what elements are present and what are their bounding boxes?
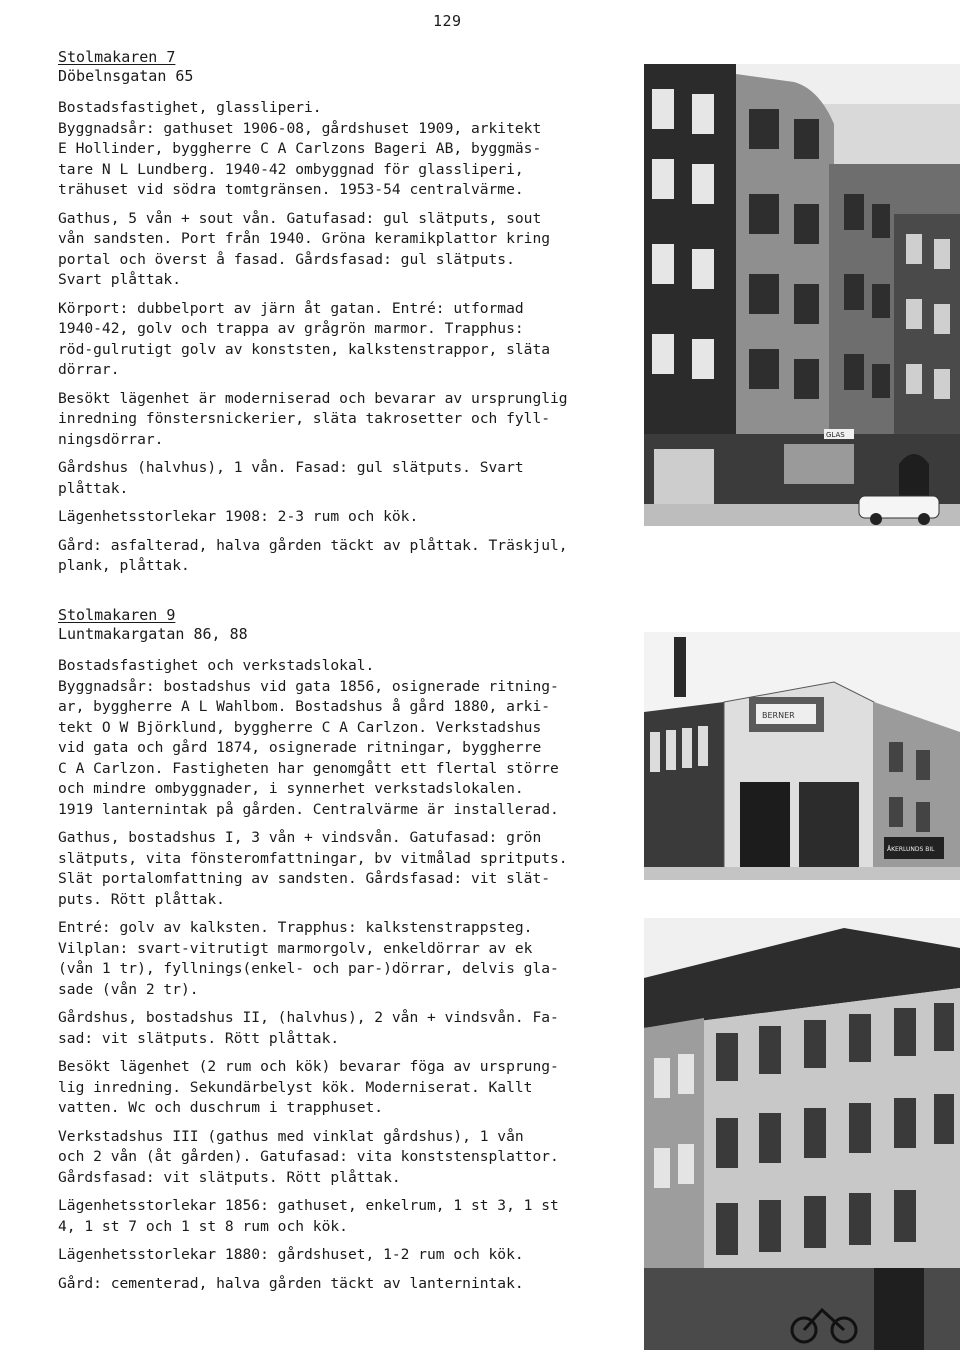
paragraph	[58, 1274, 628, 1295]
text-line: Gathus, 5 vån + sout vån. Gatufasad: gul slätputs, sout	[58, 209, 542, 227]
paragraph	[58, 656, 628, 820]
text-line: 4, 1 st 7 och 1 st 8 rum och kök.	[58, 1217, 348, 1235]
text-line: tekt O W Björklund, byggherre C A Carlzon. Verkstadshus	[58, 718, 542, 736]
entry-body	[58, 98, 628, 577]
entry-address: Luntmakargatan 86, 88	[58, 625, 248, 643]
building-photo-luntmakargatan	[644, 918, 960, 1350]
text-line: Slät portalomfattning av sandsten. Gårdsfasad: vit slät-	[58, 870, 551, 887]
text-line: dörrar.	[58, 361, 120, 378]
entry-title: Stolmakaren 7	[58, 48, 176, 66]
building-photo-dobelnsgatan	[644, 64, 960, 526]
text-line: och mindre ombyggnader, i synnerhet verkstadslokalen.	[58, 780, 524, 797]
text-line: Lägenhetsstorlekar 1908: 2-3 rum och kök.	[58, 508, 419, 525]
text-line: Verkstadshus III (gathus med vinklat gårdshus), 1 vån	[58, 1127, 524, 1145]
building-photo-verkstadshus	[644, 632, 960, 880]
text-line: Körport: dubbelport av järn åt gatan. Entré: utformad	[58, 299, 524, 317]
text-line: trähuset vid södra tomtgränsen. 1953-54 centralvärme.	[58, 181, 524, 198]
entry-address: Döbelnsgatan 65	[58, 67, 194, 85]
text-line: ar, byggherre A L Wahlbom. Bostadshus å gård 1880, arki-	[58, 698, 551, 715]
text-line: röd-gulrutigt golv av konststen, kalkstenstrappor, släta	[58, 340, 551, 358]
text-line: sad: vit slätputs. Rött plåttak.	[58, 1029, 340, 1047]
paragraph	[58, 1245, 628, 1266]
paragraph	[58, 1008, 628, 1049]
text-line: Lägenhetsstorlekar 1880: gårdshuset, 1-2 rum och kök.	[58, 1246, 524, 1263]
paragraph	[58, 918, 628, 1000]
text-line: C A Carlzon. Fastigheten har genomgått ett flertal större	[58, 759, 559, 777]
text-line: Besökt lägenhet är moderniserad och bevarar av ursprunglig	[58, 389, 568, 407]
entry-title: Stolmakaren 9	[58, 606, 176, 624]
text-line: Gård: cementerad, halva gården täckt av lanternintak.	[58, 1274, 524, 1292]
text-line: vatten. Wc och duschrum i trapphuset.	[58, 1099, 384, 1116]
text-line: Svart plåttak.	[58, 271, 182, 288]
text-line: inredning fönstersnickerier, släta takrosetter och fyll-	[58, 410, 551, 427]
text-line: Gårdsfasad: vit slätputs. Rött plåttak.	[58, 1168, 401, 1186]
paragraph	[58, 98, 628, 201]
text-line: lig inredning. Sekundärbelyst kök. Moderniserat. Kallt	[58, 1078, 533, 1096]
text-line: Besökt lägenhet (2 rum och kök) bevarar föga av ursprung-	[58, 1058, 559, 1075]
shop-sign-top: BERNER	[762, 711, 795, 720]
text-line: och 2 vån (åt gården). Gatufasad: vita konststensplattor.	[58, 1148, 559, 1165]
text-line: Byggnadsår: gathuset 1906-08, gårdshuset 1909, arkitekt	[58, 119, 542, 137]
text-line: Bostadsfastighet, glassliperi.	[58, 99, 322, 116]
paragraph	[58, 209, 628, 291]
shop-sign-text: GLAS	[826, 431, 845, 439]
entry-heading	[58, 48, 628, 86]
paragraph	[58, 1127, 628, 1189]
text-line: slätputs, vita fönsteromfattningar, bv vitmålad spritputs.	[58, 849, 568, 867]
text-line: Gathus, bostadshus I, 3 vån + vindsvån. Gatufasad: grön	[58, 829, 542, 846]
text-line: Gårdshus (halvhus), 1 vån. Fasad: gul slätputs. Svart	[58, 459, 524, 476]
text-line: plåttak.	[58, 479, 129, 497]
shop-sign-side: ÅKERLUNDS BIL	[887, 846, 935, 853]
entry-stolmakaren-7	[58, 48, 628, 585]
text-line: 1919 lanternintak på gården. Centralvärme är installerad.	[58, 800, 559, 818]
page-number: 129	[433, 12, 462, 30]
text-line: Gårdshus, bostadshus II, (halvhus), 2 vån + vindsvån. Fa-	[58, 1009, 559, 1026]
text-line: 1940-42, golv och trappa av grågrön marmor. Trapphus:	[58, 320, 524, 337]
text-line: Bostadsfastighet och verkstadslokal.	[58, 657, 375, 674]
text-line: sade (vån 2 tr).	[58, 980, 199, 998]
text-line: Entré: golv av kalksten. Trapphus: kalkstenstrappsteg.	[58, 919, 533, 936]
text-line: E Hollinder, byggherre C A Carlzons Bageri AB, byggmäs-	[58, 140, 542, 157]
paragraph	[58, 389, 628, 451]
text-line: tare N L Lundberg. 1940-42 ombyggnad för glassliperi,	[58, 160, 524, 178]
text-line: portal och överst å fasad. Gårdsfasad: gul slätputs.	[58, 250, 515, 268]
paragraph	[58, 1057, 628, 1119]
entry-heading	[58, 606, 628, 644]
paragraph	[58, 828, 628, 910]
text-line: puts. Rött plåttak.	[58, 890, 225, 908]
text-line: vid gata och gård 1874, osignerade ritningar, byggherre	[58, 739, 542, 756]
text-line: ningsdörrar.	[58, 430, 164, 448]
text-line: Gård: asfalterad, halva gården täckt av plåttak. Träskjul,	[58, 536, 568, 554]
paragraph	[58, 299, 628, 381]
text-line: Byggnadsår: bostadshus vid gata 1856, osignerade ritning-	[58, 677, 559, 695]
text-line: vån sandsten. Port från 1940. Gröna keramikplattor kring	[58, 230, 551, 247]
text-line: plank, plåttak.	[58, 557, 190, 574]
paragraph	[58, 507, 628, 528]
entry-body	[58, 656, 628, 1294]
text-line: Lägenhetsstorlekar 1856: gathuset, enkelrum, 1 st 3, 1 st	[58, 1197, 559, 1214]
paragraph	[58, 1196, 628, 1237]
paragraph	[58, 536, 628, 577]
entry-stolmakaren-9	[58, 606, 628, 1302]
text-line: (vån 1 tr), fyllnings(enkel- och par-)dörrar, delvis gla-	[58, 960, 559, 977]
text-line: Vilplan: svart-vitrutigt marmorgolv, enkeldörrar av ek	[58, 939, 533, 957]
paragraph	[58, 458, 628, 499]
